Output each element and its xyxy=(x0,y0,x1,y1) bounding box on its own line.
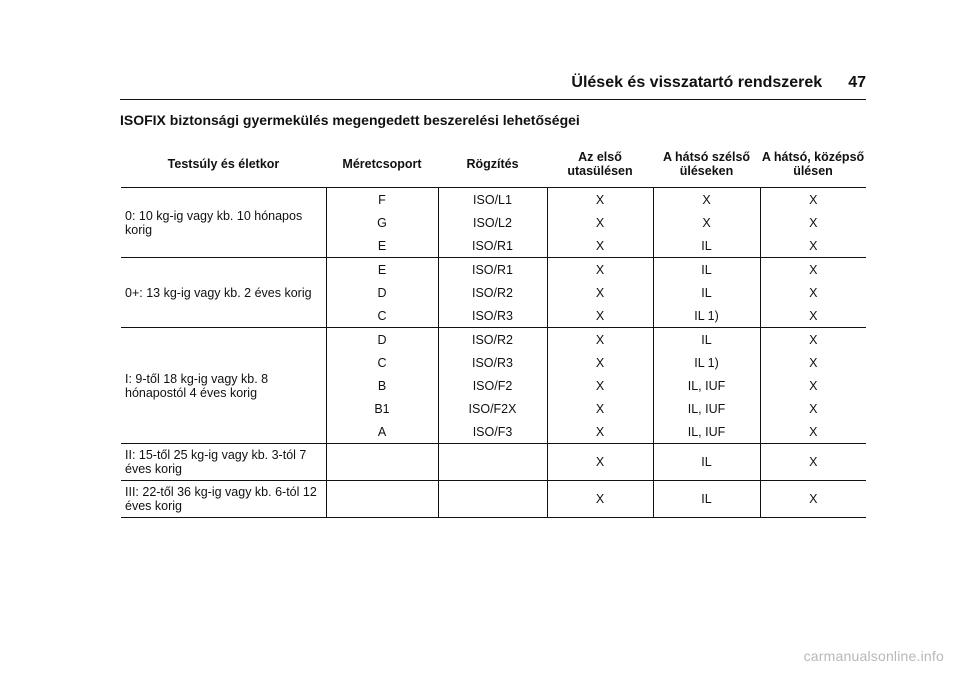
rear-center-cell: X xyxy=(760,420,866,444)
col-header-size-class: Méretcsoport xyxy=(326,141,438,188)
size-cell: E xyxy=(326,258,438,282)
rear-outer-cell: IL xyxy=(653,258,760,282)
fixture-cell: ISO/R3 xyxy=(438,351,547,374)
rear-center-cell: X xyxy=(760,397,866,420)
rear-center-cell: X xyxy=(760,258,866,282)
rear-center-cell: X xyxy=(760,211,866,234)
fixture-cell xyxy=(438,444,547,481)
rear-outer-cell: IL xyxy=(653,444,760,481)
front-cell: X xyxy=(547,444,653,481)
size-cell: B1 xyxy=(326,397,438,420)
table-header-row xyxy=(121,141,866,188)
page-number: 47 xyxy=(848,74,866,91)
size-cell: A xyxy=(326,420,438,444)
front-cell: X xyxy=(547,281,653,304)
front-cell: X xyxy=(547,234,653,258)
rear-outer-cell: X xyxy=(653,188,760,212)
size-cell: D xyxy=(326,281,438,304)
fixture-cell: ISO/L2 xyxy=(438,211,547,234)
rear-center-cell: X xyxy=(760,481,866,518)
rear-outer-cell: IL xyxy=(653,481,760,518)
section-title: ISOFIX biztonsági gyermekülés megengedett beszerelési lehetőségei xyxy=(120,112,580,128)
rear-center-cell: X xyxy=(760,351,866,374)
rear-outer-cell: X xyxy=(653,211,760,234)
weight-age-cell: II: 15-től 25 kg-ig vagy kb. 3-tól 7 éves korig xyxy=(121,444,326,481)
rear-center-cell: X xyxy=(760,281,866,304)
weight-age-cell: III: 22-től 36 kg-ig vagy kb. 6-tól 12 éves korig xyxy=(121,481,326,518)
table-row xyxy=(121,328,866,352)
front-cell: X xyxy=(547,481,653,518)
size-cell: C xyxy=(326,351,438,374)
size-cell: G xyxy=(326,211,438,234)
fixture-cell: ISO/R3 xyxy=(438,304,547,328)
rear-center-cell: X xyxy=(760,328,866,352)
front-cell: X xyxy=(547,328,653,352)
fixture-cell: ISO/L1 xyxy=(438,188,547,212)
size-cell xyxy=(326,444,438,481)
front-cell: X xyxy=(547,304,653,328)
header-rule xyxy=(120,99,866,100)
rear-center-cell: X xyxy=(760,188,866,212)
table-row xyxy=(121,444,866,481)
fixture-cell: ISO/R2 xyxy=(438,328,547,352)
fixture-cell: ISO/R1 xyxy=(438,258,547,282)
rear-outer-cell: IL xyxy=(653,234,760,258)
size-cell: F xyxy=(326,188,438,212)
front-cell: X xyxy=(547,188,653,212)
weight-age-cell: 0+: 13 kg-ig vagy kb. 2 éves korig xyxy=(121,258,326,328)
col-header-rear-center: A hátsó, középső ülésen xyxy=(760,141,866,188)
fixture-cell: ISO/F3 xyxy=(438,420,547,444)
size-cell: C xyxy=(326,304,438,328)
table-row xyxy=(121,188,866,212)
rear-center-cell: X xyxy=(760,444,866,481)
fixture-cell: ISO/F2X xyxy=(438,397,547,420)
page-header xyxy=(120,74,866,92)
col-header-rear-outer: A hátsó szélső üléseken xyxy=(653,141,760,188)
front-cell: X xyxy=(547,211,653,234)
rear-outer-cell: IL xyxy=(653,281,760,304)
rear-center-cell: X xyxy=(760,374,866,397)
size-cell: B xyxy=(326,374,438,397)
table-row xyxy=(121,258,866,282)
rear-center-cell: X xyxy=(760,304,866,328)
fixture-cell: ISO/R1 xyxy=(438,234,547,258)
front-cell: X xyxy=(547,351,653,374)
front-cell: X xyxy=(547,397,653,420)
fixture-cell: ISO/F2 xyxy=(438,374,547,397)
col-header-weight-age: Testsúly és életkor xyxy=(121,141,326,188)
front-cell: X xyxy=(547,258,653,282)
table-row xyxy=(121,481,866,518)
rear-center-cell: X xyxy=(760,234,866,258)
rear-outer-cell: IL, IUF xyxy=(653,420,760,444)
size-cell: D xyxy=(326,328,438,352)
watermark: carmanualsonline.info xyxy=(803,648,944,664)
weight-age-cell: I: 9-től 18 kg-ig vagy kb. 8 hónapostól 4 éves korig xyxy=(121,328,326,444)
size-cell xyxy=(326,481,438,518)
rear-outer-cell: IL 1) xyxy=(653,304,760,328)
rear-outer-cell: IL, IUF xyxy=(653,397,760,420)
size-cell: E xyxy=(326,234,438,258)
fixture-cell: ISO/R2 xyxy=(438,281,547,304)
chapter-title: Ülések és visszatartó rendszerek xyxy=(571,74,823,91)
isofix-table xyxy=(121,141,866,518)
rear-outer-cell: IL xyxy=(653,328,760,352)
front-cell: X xyxy=(547,374,653,397)
fixture-cell xyxy=(438,481,547,518)
col-header-fixture: Rögzítés xyxy=(438,141,547,188)
rear-outer-cell: IL 1) xyxy=(653,351,760,374)
front-cell: X xyxy=(547,420,653,444)
weight-age-cell: 0: 10 kg-ig vagy kb. 10 hónapos korig xyxy=(121,188,326,258)
col-header-front-seat: Az első utasülésen xyxy=(547,141,653,188)
rear-outer-cell: IL, IUF xyxy=(653,374,760,397)
